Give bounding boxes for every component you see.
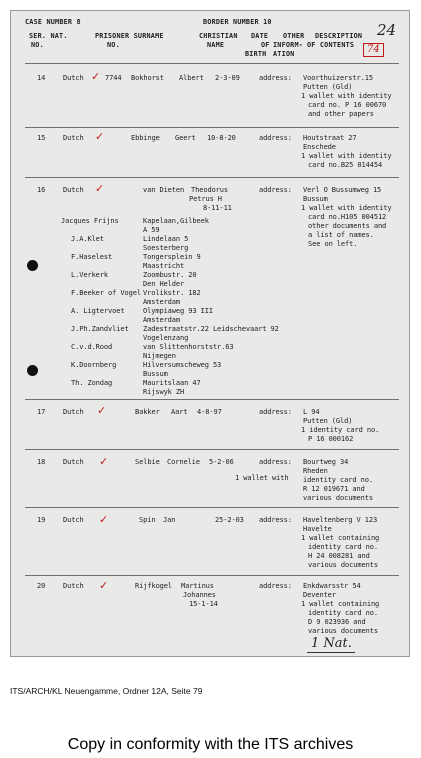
entry-contents-line: See on left. (308, 240, 358, 248)
col-prisoner-surname: PRISONER SURNAME (95, 32, 164, 40)
names-list-place: A 59 (143, 226, 160, 234)
entry-address-line: Putten (Gld) (303, 417, 353, 425)
entry-contents-line: 1 wallet with identity (301, 152, 392, 160)
entry-rule (25, 575, 399, 576)
entry-ser: 18 (37, 458, 46, 466)
entry-surname: Bokhorst (131, 74, 164, 82)
entry-ser: 14 (37, 74, 46, 82)
col-other: OTHER (283, 32, 305, 40)
entry-address-label: address: (259, 582, 292, 590)
header-rule (25, 63, 399, 64)
entry-address-line: Enkdwarsstr 54 (303, 582, 361, 590)
col-christian: CHRISTIAN (199, 32, 238, 40)
names-list-name: F.Beeker of Vogel (71, 289, 141, 297)
entry-contents-line: 1 wallet containing (301, 534, 380, 542)
entry-ser: 17 (37, 408, 46, 416)
check-mark-icon: ✓ (97, 404, 107, 417)
names-list-name: J.Ph.Zandvliet (71, 325, 129, 333)
names-list-place: Olympiaweg 93 III (143, 307, 213, 315)
entry-rule (25, 177, 399, 178)
col-no: NO. (31, 41, 44, 49)
entry-contents-line: card no.B25 014454 (308, 161, 383, 169)
entry-contents-line: various documents (308, 627, 378, 635)
col-of-birth: OF (261, 41, 270, 49)
entry-christian: Albert (179, 74, 204, 82)
names-list-name: Jacques Frijns (61, 217, 119, 225)
copy-notice: Copy in conformity with the ITS archives (67, 736, 354, 753)
punch-hole-icon (27, 365, 38, 376)
names-list-place: Maastricht (143, 262, 185, 270)
entry-address-line: Havelte (303, 525, 332, 533)
entry-nat: Dutch (63, 582, 84, 590)
col-ser-nat: SER. NAT. (29, 32, 68, 40)
col-inform: INFORM- (273, 41, 304, 49)
entry-address-line: Haveltenberg V 123 (303, 516, 378, 524)
entry-surname: Bakker (135, 408, 160, 416)
names-list-place: Lindelaan 5 (143, 235, 189, 243)
entry-prisoner-no: 7744 (105, 74, 122, 82)
entry-date: 2-3-09 (215, 74, 240, 82)
entry-date: 4-8-97 (197, 408, 222, 416)
check-mark-icon: ✓ (91, 70, 101, 83)
names-list-place: Kapelaan,Gilbeek (143, 217, 209, 225)
entry-contents-line: 1 wallet containing (301, 600, 380, 608)
entry-address-line: Deventer (303, 591, 336, 599)
source-line: ITS/ARCH/KL Neuengamme, Ordner 12A, Seite 79 (10, 686, 203, 696)
entry-nat: Dutch (63, 516, 84, 524)
entry-address-label: address: (259, 186, 292, 194)
names-list-name: L.Verkerk (71, 271, 109, 279)
case-number: CASE NUMBER 8 (25, 18, 81, 26)
handwritten-note: 1 Nat. (311, 636, 352, 651)
entry-christian: Cornelie (167, 458, 200, 466)
entry-contents-line: other documents and (308, 222, 387, 230)
check-mark-icon: ✓ (99, 455, 109, 468)
entry-christian-second: Petrus H (189, 195, 222, 203)
entry-christian: Aart (171, 408, 188, 416)
entry-contents-line: identity card no. (308, 609, 378, 617)
entry-nat: Dutch (63, 134, 84, 142)
entry-nat: Dutch (63, 74, 84, 82)
names-list-place: van Slittenhorststr.63 (143, 343, 234, 351)
names-list-place: Zoombustr. 20 (143, 271, 197, 279)
names-list-place: Amsterdam (143, 298, 181, 306)
names-list-place: Bussum (143, 370, 168, 378)
entry-ser: 15 (37, 134, 46, 142)
names-list-name: Th. Zondag (71, 379, 113, 387)
col-of-contents: OF CONTENTS (307, 41, 355, 49)
entry-address-label: address: (259, 408, 292, 416)
entry-address-line: L 94 (303, 408, 320, 416)
entry-surname: Selbie (135, 458, 160, 466)
entry-contents-line: D 9 023936 and (308, 618, 366, 626)
entry-christian-second: Johannes (183, 591, 216, 599)
names-list-place: Vogelenzang (143, 334, 189, 342)
entry-address-line: Verl O Bussumweg 15 (303, 186, 382, 194)
entry-address-line: Voorthuizerstr.15 (303, 74, 373, 82)
entry-christian: Theodorus (191, 186, 229, 194)
col-ation: ATION (273, 50, 295, 58)
entry-address-label: address: (259, 516, 292, 524)
entry-address-label: address: (259, 74, 292, 82)
entry-date: 5-2-06 (209, 458, 234, 466)
entry-address-label: address: (259, 134, 292, 142)
entry-address-label: address: (259, 458, 292, 466)
col-date: DATE (251, 32, 269, 40)
entry-contents-line: P 16 000162 (308, 435, 354, 443)
punch-hole-icon (27, 260, 38, 271)
entry-christian: Martinus (181, 582, 214, 590)
entry-surname: Ebbinge (131, 134, 160, 142)
names-list-place: Zadestraatstr.22 Leidschevaart 92 (143, 325, 279, 333)
entry-address-line: Rheden (303, 467, 328, 475)
entry-date: 10-8-20 (207, 134, 236, 142)
entry-contents-line: and other papers (308, 110, 374, 118)
check-mark-icon: ✓ (95, 182, 105, 195)
archival-document-scan (10, 10, 410, 657)
names-list-place: Vrolikstr. 182 (143, 289, 201, 297)
check-mark-icon: ✓ (95, 130, 105, 143)
entry-surname: van Dieten (143, 186, 185, 194)
border-number: BORDER NUMBER 10 (203, 18, 272, 26)
entry-rule (25, 127, 399, 128)
entry-ser: 19 (37, 516, 46, 524)
names-list-place: Hilversumscheweg 53 (143, 361, 222, 369)
entry-address-line: Putten (Gld) (303, 83, 353, 91)
entry-contents-line: H 24 008281 and (308, 552, 370, 560)
entry-contents-line: 1 wallet with identity (301, 92, 392, 100)
entry-surname: Spin (139, 516, 156, 524)
boxed-page-number: 74 (363, 43, 384, 57)
names-list-place: Den Helder (143, 280, 185, 288)
entry-rule (25, 507, 399, 508)
entry-contents-line: card no.H105 004512 (308, 213, 387, 221)
entry-nat: Dutch (63, 186, 84, 194)
entry-contents-line: card no. P 16 00670 (308, 101, 387, 109)
entry-ser: 20 (37, 582, 46, 590)
col-birth: BIRTH (245, 50, 267, 58)
entry-contents-line: various documents (303, 494, 373, 502)
entry-contents-line: 1 identity card no. (301, 426, 380, 434)
entry-nat: Dutch (63, 458, 84, 466)
entry-contents-line: various documents (308, 561, 378, 569)
handwritten-page-number: 24 (377, 21, 397, 39)
names-list-place: Mauritslaan 47 (143, 379, 201, 387)
entry-christian: Geert (175, 134, 196, 142)
names-list-place: Soesterberg (143, 244, 189, 252)
names-list-name: F.Haselest (71, 253, 113, 261)
entry-address-line: Bourtweg 34 (303, 458, 349, 466)
entry-christian: Jan (163, 516, 176, 524)
entry-contents-line: 1 wallet with identity (301, 204, 392, 212)
entry-date: 15-1-14 (189, 600, 218, 608)
check-mark-icon: ✓ (99, 513, 109, 526)
col-prisoner-no: NO. (107, 41, 120, 49)
entry-surname: Rijfkogel (135, 582, 173, 590)
entry-nat: Dutch (63, 408, 84, 416)
names-list-place: Amsterdam (143, 316, 181, 324)
names-list-name: A. Ligtervoet (71, 307, 125, 315)
names-list-name: C.v.d.Rood (71, 343, 113, 351)
names-list-place: Rijswyk ZH (143, 388, 185, 396)
entry-contents-line: identity card no. (308, 543, 378, 551)
names-list-place: Tongersplein 9 (143, 253, 201, 261)
entry-rule (25, 449, 399, 450)
entry-address-line: Houtstraat 27 (303, 134, 357, 142)
entry-address-line: Enschede (303, 143, 336, 151)
names-list-name: K.Doornberg (71, 361, 117, 369)
names-list-name: J.A.Klet (71, 235, 104, 243)
names-list-place: Nijmegen (143, 352, 176, 360)
check-mark-icon: ✓ (99, 579, 109, 592)
entry-contents-line: 1 wallet with (235, 474, 289, 482)
entry-contents-line: a list of names. (308, 231, 374, 239)
entry-contents-line: identity card no. (303, 476, 373, 484)
entry-address-line: Bussum (303, 195, 328, 203)
entry-date: 8-11-11 (203, 204, 232, 212)
col-description: DESCRIPTION (315, 32, 363, 40)
entry-contents-line: R 12 019671 and (303, 485, 365, 493)
entry-ser: 16 (37, 186, 46, 194)
col-name: NAME (207, 41, 225, 49)
entry-rule (25, 399, 399, 400)
handwritten-underline (307, 652, 355, 653)
entry-date: 25-2-03 (215, 516, 244, 524)
